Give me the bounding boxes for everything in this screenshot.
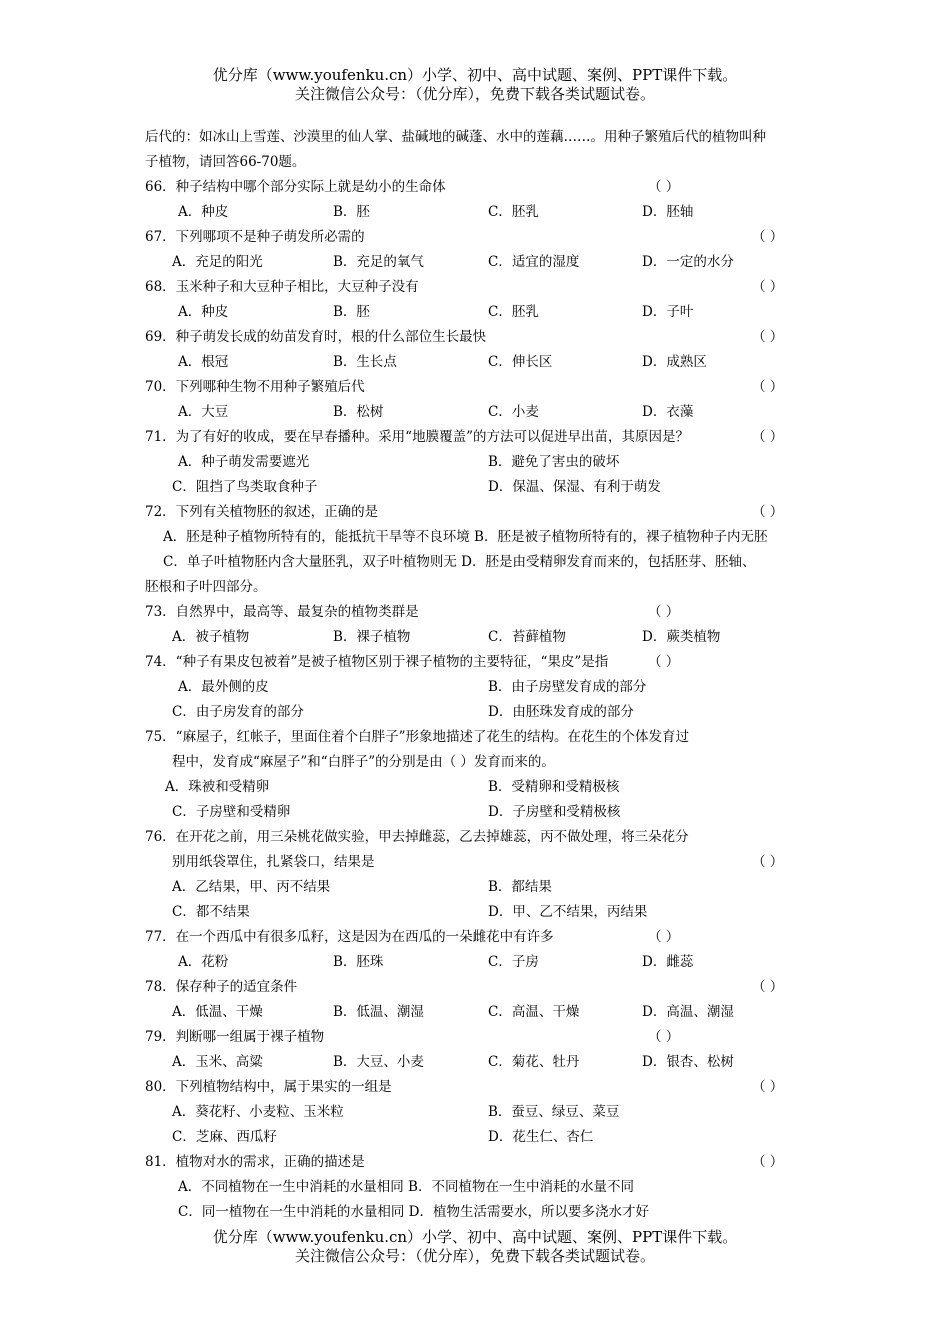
option-a: A．珠被和受精卵 (165, 779, 270, 795)
question-79-stem: 79．判断哪一组属于裸子植物 (145, 1029, 325, 1045)
option-b: B．蚕豆、绿豆、菜豆 (488, 1104, 620, 1120)
option-c: C．阻挡了鸟类取食种子 (172, 479, 318, 495)
answer-blank: （ ） (752, 429, 784, 445)
option-c: C．由子房发育的部分 (172, 704, 304, 720)
option-d: D．子房壁和受精极核 (488, 804, 621, 820)
answer-blank: （ ） (648, 179, 680, 195)
option-a: A．被子植物 (172, 629, 250, 645)
option-line: C．同一植物在一生中消耗的水量相同 D．植物生活需要水，所以要多浇水才好 (178, 1204, 649, 1220)
option-c: C．子房壁和受精卵 (172, 804, 291, 820)
option-a: A．葵花籽、小麦粒、玉米粒 (172, 1104, 344, 1120)
answer-blank: （ ） (648, 929, 680, 945)
option-d: D．成熟区 (642, 354, 707, 370)
option-d: D．一定的水分 (642, 254, 734, 270)
footer-line-2: 关注微信公众号：（优分库），免费下载各类试题试卷。 (294, 1247, 655, 1265)
question-76-stem: 76．在开花之前，用三朵桃花做实验，甲去掉雌蕊，乙去掉雄蕊，丙不做处理，将三朵花分 (145, 829, 689, 845)
question-80-stem: 80．下列植物结构中，属于果实的一组是 (145, 1079, 392, 1095)
option-line: A．不同植物在一生中消耗的水量相同 B．不同植物在一生中消耗的水量不同 (178, 1179, 634, 1195)
question-81-stem: 81．植物对水的需求，正确的描述是 (145, 1154, 365, 1170)
page-footer (0, 1228, 950, 1266)
question-75-stem-cont: 程中，发育成“麻屋子”和“白胖子”的分别是由（ ）发育而来的。 (172, 754, 555, 770)
header-line-2: 关注微信公众号：（优分库），免费下载各类试题试卷。 (294, 85, 655, 103)
question-69-stem: 69．种子萌发长成的幼苗发育时，根的什么部位生长最快 (145, 329, 487, 345)
option-a: A．大豆 (178, 404, 229, 420)
option-b: B．避免了害虫的破坏 (488, 454, 620, 470)
option-d: D．胚轴 (642, 204, 694, 220)
answer-blank: （ ） (648, 1029, 680, 1045)
answer-blank: （ ） (752, 379, 784, 395)
question-72-stem: 72．下列有关植物胚的叙述，正确的是 (145, 504, 379, 520)
option-d: D．花生仁、杏仁 (488, 1129, 594, 1145)
option-c: C．菊花、牡丹 (488, 1054, 580, 1070)
option-d: D．保温、保湿、有利于萌发 (488, 479, 661, 495)
question-75-stem: 75．“麻屋子，红帐子，里面住着个白胖子”形象地描述了花生的结构。在花生的个体发育过 (145, 729, 689, 745)
option-c: C．伸长区 (488, 354, 553, 370)
question-73-stem: 73．自然界中，最高等、最复杂的植物类群是 (145, 604, 419, 620)
option-b: B．胚珠 (333, 954, 384, 970)
answer-blank: （ ） (752, 279, 784, 295)
option-c: C．胚乳 (488, 204, 539, 220)
option-line: A．胚是种子植物所特有的，能抵抗干旱等不良环境 B．胚是被子植物所特有的，裸子植物种子内无胚 (163, 529, 768, 545)
intro-line-1: 后代的：如冰山上雪莲、沙漠里的仙人掌、盐碱地的碱蓬、水中的莲藕……。用种子繁殖后代的植物叫种 (145, 129, 766, 145)
option-a: A．乙结果，甲、丙不结果 (172, 879, 331, 895)
option-c: C．小麦 (488, 404, 539, 420)
header-line-1: 优分库（www.youfenku.cn）小学、初中、高中试题、案例、PPT课件下载。 (212, 66, 738, 84)
option-a: A．低温、干燥 (172, 1004, 263, 1020)
option-a: A．花粉 (178, 954, 229, 970)
option-line: C．单子叶植物胚内含大量胚乳，双子叶植物则无 D．胚是由受精卵发育而来的，包括胚芽、胚轴、 (163, 554, 756, 570)
question-67-stem: 67．下列哪项不是种子萌发所必需的 (145, 229, 365, 245)
question-74-stem: 74．“种子有果皮包被着”是被子植物区别于裸子植物的主要特征，“果皮”是指 (145, 654, 609, 670)
option-c: C．都不结果 (172, 904, 250, 920)
question-76-stem-cont: 别用纸袋罩住，扎紧袋口，结果是 (172, 854, 375, 870)
option-d: D．甲、乙不结果，丙结果 (488, 904, 648, 920)
option-d: D．蕨类植物 (642, 629, 721, 645)
option-d: D．雌蕊 (642, 954, 694, 970)
question-68-stem: 68．玉米种子和大豆种子相比，大豆种子没有 (145, 279, 419, 295)
option-b: B．胚 (333, 304, 370, 320)
option-c: C．胚乳 (488, 304, 539, 320)
page-header (0, 66, 950, 104)
option-a: A．种子萌发需要遮光 (178, 454, 310, 470)
option-d: D．银杏、松树 (642, 1054, 734, 1070)
option-b: B．生长点 (333, 354, 397, 370)
answer-blank: （ ） (648, 654, 680, 670)
option-d: D．子叶 (642, 304, 694, 320)
footer-line-1: 优分库（www.youfenku.cn）小学、初中、高中试题、案例、PPT课件下载。 (212, 1228, 738, 1246)
answer-blank: （ ） (752, 1154, 784, 1170)
option-a: A．充足的阳光 (172, 254, 263, 270)
question-66-stem: 66．种子结构中哪个部分实际上就是幼小的生命体 (145, 179, 446, 195)
intro-line-2: 子植物，请回答66-70题。 (145, 154, 306, 170)
option-d: D．由胚珠发育成的部分 (488, 704, 634, 720)
option-line: 胚根和子叶四部分。 (145, 579, 267, 595)
answer-blank: （ ） (752, 229, 784, 245)
answer-blank: （ ） (648, 604, 680, 620)
option-b: B．充足的氧气 (333, 254, 424, 270)
answer-blank: （ ） (752, 854, 784, 870)
option-b: B．受精卵和受精极核 (488, 779, 620, 795)
question-70-stem: 70．下列哪种生物不用种子繁殖后代 (145, 379, 365, 395)
option-d: D．高温、潮湿 (642, 1004, 734, 1020)
question-77-stem: 77．在一个西瓜中有很多瓜籽，这是因为在西瓜的一朵雌花中有许多 (145, 929, 554, 945)
option-d: D．衣藻 (642, 404, 694, 420)
option-c: C．苔藓植物 (488, 629, 566, 645)
option-b: B．都结果 (488, 879, 552, 895)
answer-blank: （ ） (752, 329, 784, 345)
option-c: C．适宜的湿度 (488, 254, 580, 270)
answer-blank: （ ） (752, 979, 784, 995)
option-b: B．大豆、小麦 (333, 1054, 424, 1070)
question-71-stem: 71．为了有好的收成，要在早春播种。采用“地膜覆盖”的方法可以促进早出苗，其原因是？ (145, 429, 689, 445)
option-b: B．由子房壁发育成的部分 (488, 679, 647, 695)
option-a: A．种皮 (178, 204, 229, 220)
option-b: B．低温、潮湿 (333, 1004, 424, 1020)
answer-blank: （ ） (752, 1079, 784, 1095)
option-b: B．松树 (333, 404, 384, 420)
option-b: B．裸子植物 (333, 629, 411, 645)
option-c: C．芝麻、西瓜籽 (172, 1129, 277, 1145)
option-c: C．子房 (488, 954, 539, 970)
option-a: A．最外侧的皮 (178, 679, 269, 695)
option-b: B．胚 (333, 204, 370, 220)
question-78-stem: 78．保存种子的适宜条件 (145, 979, 298, 995)
option-a: A．根冠 (178, 354, 229, 370)
option-a: A．玉米、高粱 (172, 1054, 263, 1070)
option-c: C．高温、干燥 (488, 1004, 580, 1020)
option-a: A．种皮 (178, 304, 229, 320)
answer-blank: （ ） (752, 504, 784, 520)
